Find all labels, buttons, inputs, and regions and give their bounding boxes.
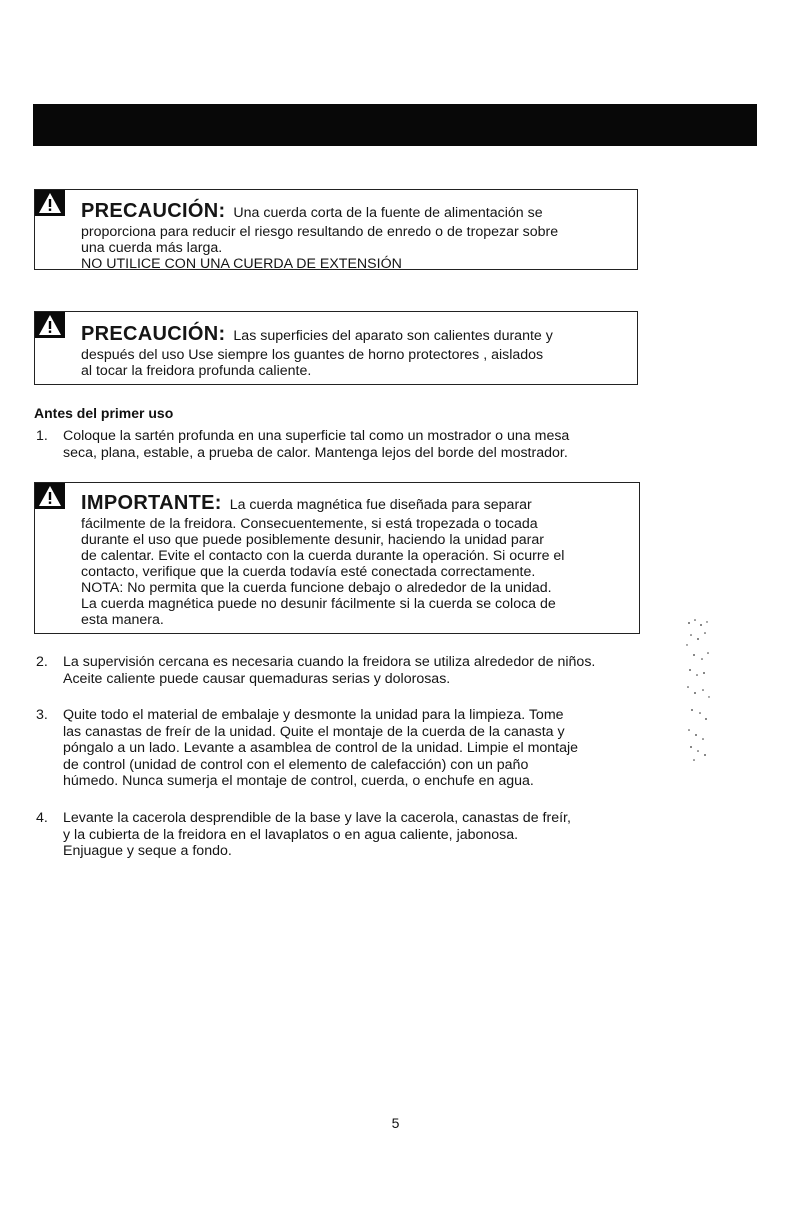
caution-box-1 xyxy=(34,189,638,270)
header-bar xyxy=(33,104,757,146)
important-heading: IMPORTANTE: xyxy=(81,492,222,514)
important-line: fácilmente de la freidora. Consecuentemente, si está tropezada o tocada xyxy=(81,516,538,532)
warning-icon xyxy=(35,190,65,216)
caution-2-line: después del uso Use siempre los guantes de horno protectores , aislados xyxy=(81,347,544,363)
list-item-line: Quite todo el material de embalaje y desmonte la unidad para la limpieza. Tome xyxy=(63,707,564,723)
caution-2-heading: PRECAUCIÓN: xyxy=(81,323,226,345)
list-item-line: y la cubierta de la freidora en el lavaplatos o en agua caliente, jabonosa. xyxy=(63,826,519,843)
list-item-line: Levante la cacerola desprendible de la base y lave la cacerola, canastas de freír, xyxy=(63,810,571,826)
caution-2-line: al tocar la freidora profunda caliente. xyxy=(81,363,312,379)
list-item-number: 3. xyxy=(36,707,48,723)
caution-1-line: NO UTILICE CON UNA CUERDA DE EXTENSIÓN xyxy=(81,256,402,272)
important-line: NOTA: No permita que la cuerda funcione debajo o alrededor de la unidad. xyxy=(81,580,552,596)
important-line: esta manera. xyxy=(81,612,164,628)
caution-1-line: proporciona para reducir el riesgo resultando de enredo o de tropezar sobre xyxy=(81,224,559,240)
list-item-line: seca, plana, estable, a prueba de calor. Mantenga lejos del borde del mostrador. xyxy=(63,444,568,461)
list-item-line: Enjuague y seque a fondo. xyxy=(63,843,232,859)
scan-noise-mark xyxy=(683,615,713,765)
list-item-number: 2. xyxy=(36,654,48,670)
caution-1-line: una cuerda más larga. xyxy=(81,240,223,256)
important-first-text: La cuerda magnética fue diseñada para separar xyxy=(229,497,532,513)
caution-1-text xyxy=(81,200,558,272)
list-item-line: de control (unidad de control con el elemento de calefacción) con un paño xyxy=(63,756,529,773)
list-item-line: La supervisión cercana es necesaria cuando la freidora se utiliza alrededor de niños. xyxy=(63,654,596,670)
list-item-line: Coloque la sartén profunda en una superficie tal como un mostrador o una mesa xyxy=(63,428,570,444)
important-line: La cuerda magnética puede no desunir fácilmente si la cuerda se coloca de xyxy=(81,596,556,612)
important-line: de calentar. Evite el contacto con la cuerda durante la operación. Si ocurre el xyxy=(81,548,565,564)
list-item-line: póngalo a un lado. Levante a asamblea de control de la unidad. Limpie el montaje xyxy=(63,740,579,756)
important-box xyxy=(34,482,640,634)
list-item-line: Aceite caliente puede causar quemaduras serias y dolorosas. xyxy=(63,670,451,687)
section-title: Antes del primer uso xyxy=(34,405,174,421)
list-item-number: 4. xyxy=(36,810,48,826)
warning-icon xyxy=(35,483,65,509)
list-item-line: las canastas de freír de la unidad. Quite el montaje de la cuerda de la canasta y xyxy=(63,723,565,740)
page-number: 5 xyxy=(391,1115,400,1131)
caution-box-2 xyxy=(34,311,638,385)
important-line: contacto, verifique que la cuerda todavía esté conectada correctamente. xyxy=(81,564,536,580)
caution-1-first-text: Una cuerda corta de la fuente de alimentación se xyxy=(233,205,543,221)
list-item-number: 1. xyxy=(36,428,48,444)
important-line: durante el uso que puede posiblemente desunir, haciendo la unidad parar xyxy=(81,532,545,548)
warning-icon xyxy=(35,312,65,338)
caution-2-text xyxy=(81,323,553,379)
important-text xyxy=(81,492,564,628)
caution-1-heading: PRECAUCIÓN: xyxy=(81,200,226,222)
caution-2-first-text: Las superficies del aparato son calientes durante y xyxy=(233,328,553,344)
list-item-line: húmedo. Nunca sumerja el montaje de control, cuerda, o enchufe en agua. xyxy=(63,773,534,789)
